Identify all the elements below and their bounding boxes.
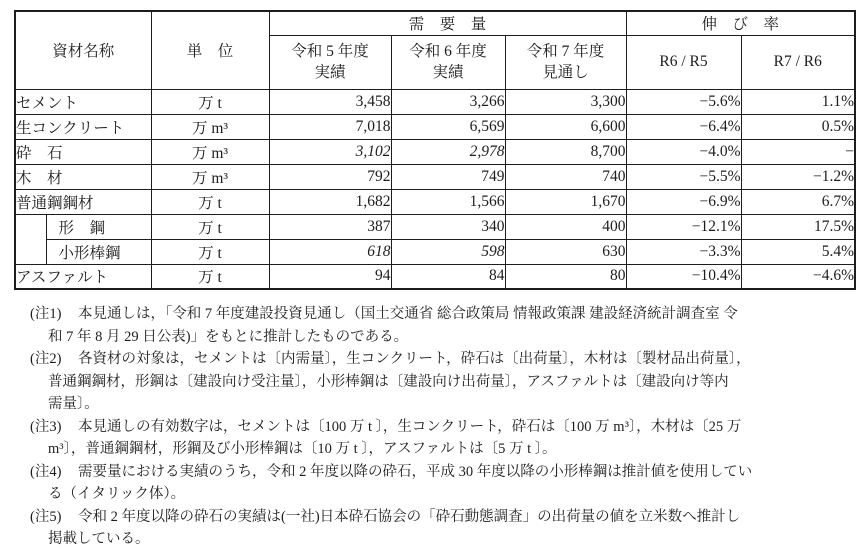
value-r6-cell: 6,569 (391, 114, 505, 139)
value-r6-cell: 84 (391, 264, 505, 289)
growth-r7r6-cell: − (741, 139, 855, 164)
material-name-cell: 生コンクリート (15, 114, 151, 139)
value-r7-cell: 8,700 (505, 139, 626, 164)
note-4-label: (注4) (30, 463, 62, 480)
note-3-line-1: 本見通しの有効数字は，セメントは〔100 万 t 〕，生コンクリート，砕石は〔100 万 m³〕，木材は〔25 万 (78, 418, 742, 435)
materials-demand-table (14, 10, 856, 290)
growth-r6r5-cell: −6.9% (626, 189, 741, 214)
note-5-line-1: 令和 2 年度以降の砕石の実績は(一社)日本砕石協会の「砕石動態調査」の出荷量の値を立米数へ推計し (78, 508, 741, 525)
header-growth-group: 伸 び 率 (626, 11, 855, 35)
growth-r7r6-cell: 5.4% (741, 239, 855, 264)
unit-cell: 万 t (151, 264, 269, 289)
value-r5-cell: 94 (269, 264, 391, 289)
table-row-asphalt (15, 264, 855, 289)
table-row-lumber (15, 164, 855, 189)
note-5 (30, 506, 848, 551)
unit-cell: 万 t (151, 214, 269, 239)
note-2 (30, 348, 848, 416)
header-fy-r7 (505, 35, 626, 89)
growth-r7r6-cell: −1.2% (741, 164, 855, 189)
value-r6-cell: 3,266 (391, 89, 505, 114)
growth-r7r6-cell: −4.6% (741, 264, 855, 289)
subrow-indent-spacer (15, 214, 46, 264)
unit-cell: 万 t (151, 239, 269, 264)
material-name-cell: 形 鋼 (46, 214, 151, 239)
value-r6-cell-estimated: 2,978 (391, 139, 505, 164)
note-1 (30, 303, 848, 348)
value-r6-cell: 749 (391, 164, 505, 189)
header-growth-r7r6: R7 / R6 (741, 35, 855, 89)
growth-r7r6-cell: 1.1% (741, 89, 855, 114)
material-name-cell: 砕 石 (15, 139, 151, 164)
unit-cell: 万 t (151, 189, 269, 214)
note-5-line-2: 掲載している。 (48, 531, 150, 547)
notes-section (30, 303, 848, 551)
value-r6-cell-estimated: 598 (391, 239, 505, 264)
unit-cell: 万 m³ (151, 164, 269, 189)
value-r6-cell: 340 (391, 214, 505, 239)
material-name-cell: 小形棒鋼 (46, 239, 151, 264)
material-name-cell: アスファルト (15, 264, 151, 289)
value-r5-cell: 1,682 (269, 189, 391, 214)
growth-r7r6-cell: 17.5% (741, 214, 855, 239)
note-1-line-2: 和 7 年 8 月 29 日公表)」をもとに推計したものである。 (48, 328, 409, 345)
value-r7-cell: 1,670 (505, 189, 626, 214)
header-demand-group: 需 要 量 (269, 11, 626, 35)
note-3-line-2: m³〕，普通鋼鋼材，形鋼及び小形棒鋼は〔10 万 t 〕，アスファルトは〔5 万 t 〕。 (48, 441, 557, 457)
table-row-shaped-steel (15, 214, 855, 239)
table-row-small-bar-steel (15, 239, 855, 264)
header-unit: 単 位 (151, 11, 269, 89)
value-r6-cell: 1,566 (391, 189, 505, 214)
unit-cell: 万 m³ (151, 139, 269, 164)
growth-r6r5-cell: −10.4% (626, 264, 741, 289)
note-2-line-2: 普通鋼鋼材，形鋼は〔建設向け受注量〕，小形棒鋼は〔建設向け出荷量〕，アスファルトは〔建設向け等内 (48, 373, 729, 390)
header-fy-r6 (391, 35, 505, 89)
growth-r6r5-cell: −6.4% (626, 114, 741, 139)
note-3-label: (注3) (30, 418, 62, 435)
value-r7-cell: 3,300 (505, 89, 626, 114)
header-fy-r7-year: 令和 7 年度 (526, 43, 605, 60)
note-2-line-1: 各資材の対象は，セメントは〔内需量〕，生コンクリート，砕石は〔出荷量〕，木材は〔製材品出荷量〕， (78, 351, 751, 367)
growth-r6r5-cell: −5.5% (626, 164, 741, 189)
value-r5-cell: 7,018 (269, 114, 391, 139)
growth-r6r5-cell: −4.0% (626, 139, 741, 164)
material-name-cell: セメント (15, 89, 151, 114)
table-row-ready-mixed-concrete (15, 114, 855, 139)
table-row-crushed-stone (15, 139, 855, 164)
value-r7-cell: 630 (505, 239, 626, 264)
value-r5-cell: 3,458 (269, 89, 391, 114)
growth-r6r5-cell: −5.6% (626, 89, 741, 114)
unit-cell: 万 m³ (151, 114, 269, 139)
growth-r6r5-cell: −3.3% (626, 239, 741, 264)
note-3 (30, 416, 848, 461)
value-r5-cell-estimated: 618 (269, 239, 391, 264)
table-row-ordinary-steel (15, 189, 855, 214)
growth-r7r6-cell: 0.5% (741, 114, 855, 139)
table-row-cement (15, 89, 855, 114)
note-4-line-2: る（イタリック体）。 (48, 486, 186, 502)
material-name-cell: 木 材 (15, 164, 151, 189)
value-r7-cell: 400 (505, 214, 626, 239)
header-growth-r6r5: R6 / R5 (626, 35, 741, 89)
header-fy-r5 (269, 35, 391, 89)
header-fy-r5-year: 令和 5 年度 (291, 43, 369, 60)
header-fy-r7-kind: 見通し (542, 64, 589, 81)
header-material: 資材名称 (15, 11, 151, 89)
note-4 (30, 461, 848, 506)
value-r5-cell: 792 (269, 164, 391, 189)
note-2-line-3: 需量〕。 (48, 396, 99, 412)
header-fy-r6-kind: 実績 (432, 64, 464, 81)
value-r5-cell-estimated: 3,102 (269, 139, 391, 164)
header-fy-r5-kind: 実績 (314, 64, 346, 81)
growth-r7r6-cell: 6.7% (741, 189, 855, 214)
material-name-cell: 普通鋼鋼材 (15, 189, 151, 214)
note-2-label: (注2) (30, 351, 62, 367)
value-r7-cell: 6,600 (505, 114, 626, 139)
note-5-label: (注5) (30, 508, 62, 525)
header-row-groups (15, 11, 855, 35)
value-r7-cell: 80 (505, 264, 626, 289)
note-1-label: (注1) (30, 306, 62, 322)
header-fy-r6-year: 令和 6 年度 (409, 43, 487, 60)
value-r7-cell: 740 (505, 164, 626, 189)
note-1-line-1: 本見通しは，「令和 7 年度建設投資見通し（国土交通省 総合政策局 情報政策課 建設経済統計調査室 令 (78, 306, 738, 322)
note-4-line-1: 需要量における実績のうち，令和 2 年度以降の砕石，平成 30 年度以降の小形棒鋼は推計値を使用してい (78, 463, 753, 480)
unit-cell: 万 t (151, 89, 269, 114)
growth-r6r5-cell: −12.1% (626, 214, 741, 239)
value-r5-cell: 387 (269, 214, 391, 239)
